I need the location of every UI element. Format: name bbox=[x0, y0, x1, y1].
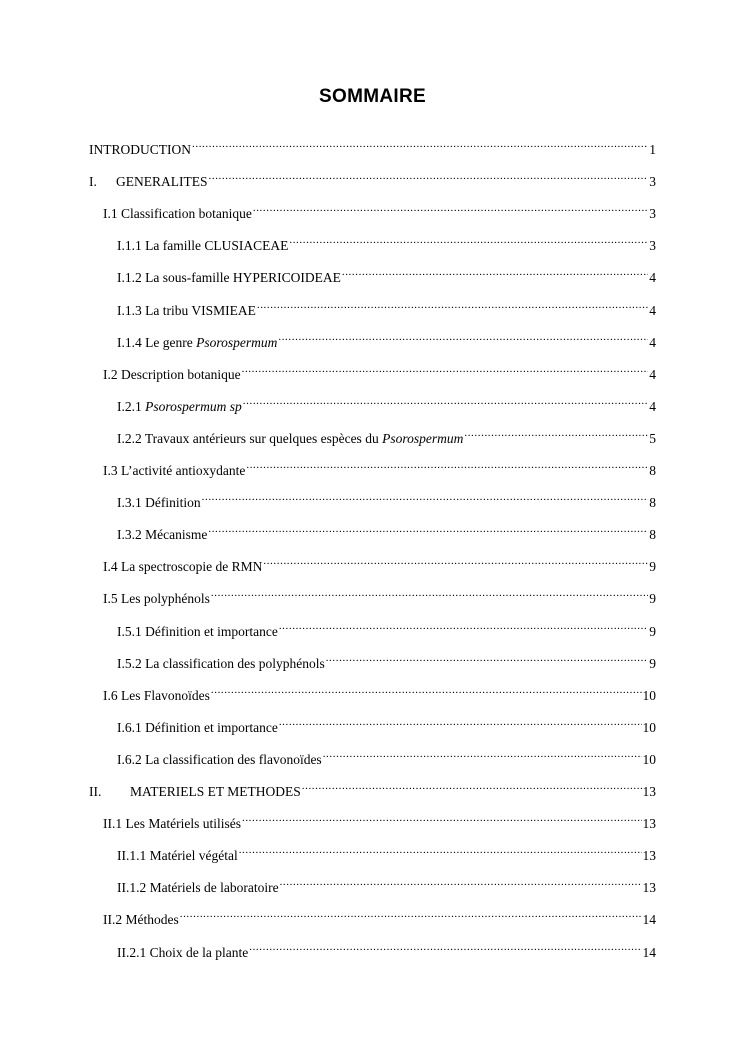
toc-entry bbox=[117, 616, 656, 639]
toc-entry-title-text: I.4 La spectroscopie de RMN bbox=[103, 559, 263, 575]
toc-dot-leader bbox=[208, 519, 648, 539]
toc-page-number: 10 bbox=[642, 719, 656, 735]
toc-dot-leader bbox=[323, 744, 642, 764]
toc-entry-title bbox=[117, 236, 288, 256]
toc-dot-leader bbox=[263, 551, 648, 571]
toc-page-number: 13 bbox=[642, 784, 656, 799]
toc-entry bbox=[117, 423, 656, 446]
toc-dot-leader bbox=[242, 808, 642, 828]
toc-page-number: 4 bbox=[649, 270, 656, 286]
toc-dot-leader bbox=[253, 198, 648, 218]
toc-page-number: 4 bbox=[649, 334, 656, 350]
toc-dot-leader bbox=[280, 872, 642, 892]
toc-page-number: 13 bbox=[642, 880, 656, 896]
toc-dot-leader bbox=[249, 937, 641, 957]
toc-entry-title-text: II.1 Les Matériels utilisés bbox=[103, 816, 241, 832]
toc-dot-leader bbox=[202, 487, 649, 507]
toc-entry-title-text: II.2 Méthodes bbox=[103, 912, 179, 928]
toc-page-number: 14 bbox=[642, 944, 656, 960]
toc-dot-leader bbox=[243, 391, 648, 411]
toc-entry-title-text: I.1.4 Le genre bbox=[117, 334, 197, 350]
toc-entry-title bbox=[117, 525, 207, 545]
toc-page-number: 10 bbox=[642, 687, 656, 703]
toc-dot-leader bbox=[326, 648, 649, 668]
toc-entry bbox=[117, 872, 656, 896]
toc-entry-title-text: I.6.2 La classification des flavonoïdes bbox=[117, 751, 322, 767]
toc-entry-title bbox=[117, 943, 248, 963]
toc-page-number: 14 bbox=[642, 912, 656, 928]
toc-entry-number: II. bbox=[89, 784, 102, 799]
toc-entry-title bbox=[117, 301, 256, 321]
toc-entry bbox=[103, 359, 656, 382]
toc-entry-title bbox=[103, 910, 179, 930]
toc-page-number: 4 bbox=[649, 302, 656, 318]
toc-page-number: 4 bbox=[649, 398, 656, 414]
toc-entry-title-text: II.1.1 Matériel végétal bbox=[117, 848, 238, 864]
toc-entry-title bbox=[103, 814, 241, 834]
toc-entry-title bbox=[117, 333, 277, 353]
toc-entry-title-text: I.5.1 Définition et importance bbox=[117, 623, 278, 639]
toc-dot-leader bbox=[464, 423, 648, 443]
toc-entry-title-text: I.5.2 La classification des polyphénols bbox=[117, 655, 325, 671]
toc-dot-leader bbox=[302, 776, 642, 796]
toc-dot-leader bbox=[180, 904, 642, 924]
toc-page-number: 3 bbox=[649, 174, 656, 190]
toc-page-number: 4 bbox=[649, 366, 656, 382]
toc-dot-leader bbox=[257, 295, 648, 315]
toc-entry bbox=[103, 455, 656, 478]
toc-entry-title bbox=[103, 365, 241, 385]
toc-entry bbox=[103, 583, 656, 607]
toc-entry-number: I. bbox=[89, 174, 97, 190]
toc-entry bbox=[89, 134, 656, 157]
toc-entry bbox=[117, 487, 656, 511]
toc-entry-title-text: I.5 Les polyphénols bbox=[103, 591, 210, 607]
toc-entry bbox=[89, 776, 656, 799]
toc-page-number: 3 bbox=[649, 238, 656, 254]
toc-entry-title bbox=[116, 172, 208, 192]
toc-dot-leader bbox=[211, 680, 642, 700]
toc-entry-title-text: MATERIELS ET METHODES bbox=[130, 784, 301, 799]
toc-entry-title bbox=[117, 268, 341, 288]
toc-page-number: 13 bbox=[642, 848, 656, 864]
toc-entry bbox=[89, 166, 656, 190]
toc-page-number: 8 bbox=[649, 463, 656, 478]
toc-entry bbox=[117, 230, 656, 254]
toc-entry-title-text: I.2.2 Travaux antérieurs sur quelques espèces du bbox=[117, 430, 383, 446]
toc-entry bbox=[117, 327, 656, 350]
toc-entry-title-text: INTRODUCTION bbox=[89, 142, 191, 157]
toc-entry-title bbox=[103, 557, 262, 577]
toc-entry-title bbox=[117, 654, 325, 674]
toc-entry-title-text: I.1.1 La famille CLUSIACEAE bbox=[117, 238, 289, 254]
toc-page-number: 3 bbox=[649, 206, 656, 222]
toc-dot-leader bbox=[209, 166, 649, 186]
toc-entry-title-text: I.1.2 La sous-famille HYPERICOIDEAE bbox=[117, 270, 341, 286]
toc-page-number: 9 bbox=[649, 655, 656, 671]
toc-entry-title bbox=[117, 750, 322, 770]
toc-dot-leader bbox=[192, 134, 648, 154]
toc-entry bbox=[117, 262, 656, 286]
toc-entry-title-text: II.1.2 Matériels de laboratoire bbox=[117, 880, 279, 896]
toc-entry-title bbox=[130, 782, 301, 802]
toc-entry-title-text: I.1.3 La tribu VISMIEAE bbox=[117, 302, 256, 318]
toc-entry-title-text: I.3.1 Définition bbox=[117, 495, 201, 511]
toc-entry-title-italic: Psorospermum sp bbox=[145, 398, 242, 414]
toc-entry-title bbox=[117, 878, 279, 898]
toc-entry bbox=[117, 648, 656, 671]
toc-entry-title-text: I.6 Les Flavonoïdes bbox=[103, 687, 210, 703]
page-title: SOMMAIRE bbox=[319, 86, 426, 107]
toc-entry-title bbox=[117, 429, 463, 449]
toc-entry bbox=[117, 295, 656, 318]
toc-page-number: 9 bbox=[649, 559, 656, 575]
toc-entry bbox=[117, 937, 656, 960]
toc-entry bbox=[117, 840, 656, 864]
toc-page-number: 9 bbox=[649, 591, 656, 607]
toc-dot-leader bbox=[342, 262, 648, 282]
toc-page-number: 5 bbox=[649, 430, 656, 446]
toc-entry-title-text: I.1 Classification botanique bbox=[103, 206, 252, 222]
toc-entry-title bbox=[103, 461, 245, 481]
toc-entry bbox=[117, 744, 656, 767]
toc-dot-leader bbox=[278, 327, 648, 347]
toc-dot-leader bbox=[211, 583, 648, 603]
toc-entry-title-text: I.6.1 Définition et importance bbox=[117, 719, 278, 735]
toc-entry-title bbox=[117, 846, 238, 866]
toc-dot-leader bbox=[239, 840, 642, 860]
toc-entry-title-text: GENERALITES bbox=[116, 174, 208, 190]
toc-entry-title bbox=[103, 589, 210, 609]
toc-entry-title-text: I.2 Description botanique bbox=[103, 366, 241, 382]
toc-entry-title-italic: Psorospermum bbox=[382, 430, 464, 446]
toc-dot-leader bbox=[279, 712, 642, 732]
toc-dot-leader bbox=[279, 616, 648, 636]
toc-page-number: 8 bbox=[649, 495, 656, 511]
toc-entry-title bbox=[117, 397, 242, 417]
toc-page-number: 1 bbox=[649, 142, 656, 157]
toc-entry-title bbox=[103, 686, 210, 706]
toc-entry bbox=[117, 712, 656, 735]
toc-entry bbox=[117, 519, 656, 543]
toc-entry-title-text: I.3.2 Mécanisme bbox=[117, 527, 208, 543]
toc-dot-leader bbox=[242, 359, 649, 379]
toc-entry-title bbox=[89, 140, 191, 160]
toc-dot-leader bbox=[246, 455, 648, 475]
toc-entry bbox=[103, 198, 656, 222]
toc-page-number: 10 bbox=[642, 751, 656, 767]
toc-entry-title bbox=[103, 204, 252, 224]
toc-entry-title-text: II.2.1 Choix de la plante bbox=[117, 944, 249, 960]
toc-dot-leader bbox=[289, 230, 648, 250]
toc-entry-title-italic: Psorospermum bbox=[196, 334, 278, 350]
toc-entry bbox=[117, 391, 656, 414]
toc-page-number: 8 bbox=[649, 527, 656, 543]
toc-entry-title-text: I.2.1 bbox=[117, 398, 146, 414]
toc-entry bbox=[103, 904, 656, 928]
toc-entry-title-text: I.3 L’activité antioxydante bbox=[103, 463, 246, 478]
toc-entry-title bbox=[117, 493, 201, 513]
toc-entry-title bbox=[117, 718, 278, 738]
toc-page-number: 13 bbox=[642, 816, 656, 832]
toc-entry bbox=[103, 551, 656, 575]
toc-entry-title bbox=[117, 622, 278, 642]
toc-page-number: 9 bbox=[649, 623, 656, 639]
toc-entry bbox=[103, 680, 656, 703]
toc-entry bbox=[103, 808, 656, 832]
